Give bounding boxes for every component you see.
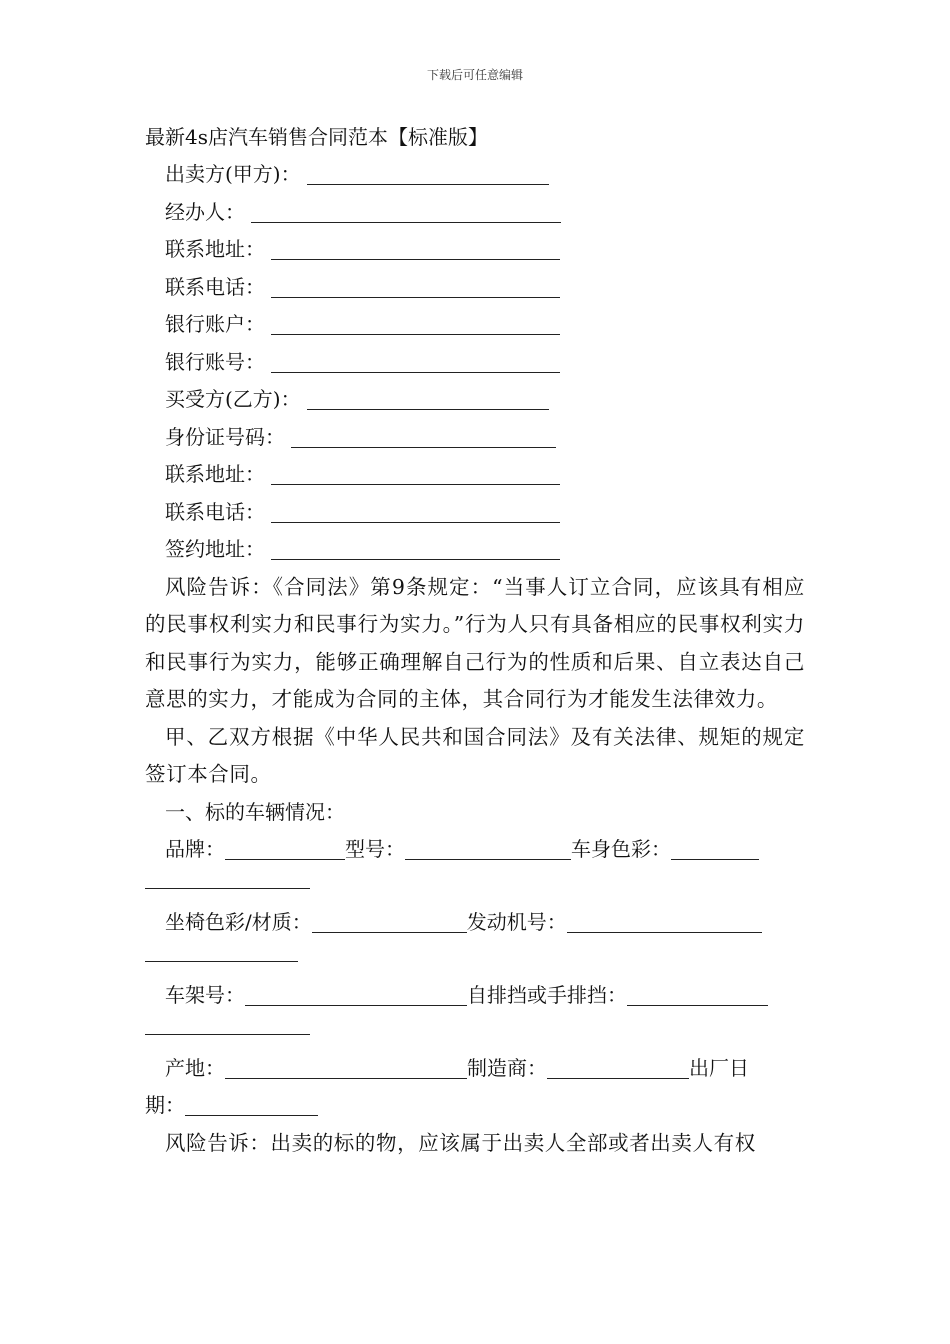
seller-field: [145, 344, 805, 382]
frame-label: 车架号：: [165, 983, 245, 1007]
body-color-blank[interactable]: [671, 839, 759, 860]
date-blank[interactable]: [185, 1095, 318, 1116]
brand-blank[interactable]: [225, 839, 345, 860]
header-note: 下载后可任意编辑: [426, 68, 523, 82]
buyer-field: [145, 381, 805, 419]
continuation-line: [145, 868, 805, 904]
buyer-section: [145, 381, 805, 569]
field-label: 联系电话：: [165, 274, 265, 299]
field-label: 身份证号码：: [165, 424, 285, 449]
brand-label: 品牌：: [165, 837, 225, 861]
model-label: 型号：: [345, 837, 405, 861]
transmission-label: 自排挡或手排挡：: [467, 983, 627, 1007]
engine-blank[interactable]: [567, 912, 762, 933]
field-label: 联系电话：: [165, 499, 265, 524]
fill-blank[interactable]: [251, 202, 561, 223]
intro-paragraph: 甲、乙双方根据《中华人民共和国合同法》及有关法律、规矩的规定签订本合同。: [145, 724, 805, 786]
field-label: 联系地址：: [165, 237, 265, 261]
seller-field: [145, 156, 805, 194]
section-heading: 一、标的车辆情况：: [165, 799, 345, 824]
buyer-field: [145, 494, 805, 532]
buyer-field: [145, 419, 805, 457]
date-row: [145, 1087, 805, 1125]
field-label: 签约地址：: [165, 537, 265, 561]
date-label-cont: 期：: [145, 1093, 185, 1117]
seller-field: [145, 269, 805, 307]
document-page: [145, 118, 805, 1162]
fill-blank[interactable]: [271, 314, 560, 335]
seat-blank[interactable]: [312, 912, 467, 933]
fill-blank[interactable]: [307, 389, 549, 410]
seat-label: 坐椅色彩/材质：: [165, 910, 312, 934]
continuation-line: [145, 1014, 805, 1050]
fill-blank[interactable]: [271, 539, 560, 560]
seller-section: [145, 156, 805, 381]
field-label: 经办人：: [165, 199, 245, 224]
vehicle-row: [145, 904, 805, 941]
date-label: 出厂日: [689, 1056, 749, 1080]
field-label: 联系地址：: [165, 462, 265, 486]
vehicle-row: [145, 977, 805, 1014]
model-blank[interactable]: [405, 839, 571, 860]
buyer-field: [145, 531, 805, 569]
field-label: 银行账号：: [165, 349, 265, 374]
fill-blank[interactable]: [271, 352, 560, 373]
transmission-blank[interactable]: [627, 985, 768, 1006]
seller-field: [145, 194, 805, 232]
buyer-field: [145, 456, 805, 494]
fill-blank[interactable]: [291, 427, 556, 448]
continuation-line: [145, 941, 805, 977]
engine-label: 发动机号：: [466, 910, 567, 934]
fill-blank[interactable]: [271, 464, 560, 485]
fill-blank[interactable]: [271, 502, 560, 523]
vehicle-section: [145, 831, 805, 1125]
maker-blank[interactable]: [547, 1058, 689, 1079]
risk-notice-paragraph-2: 风险告诉：出卖的标的物，应该属于出卖人全部或者出卖人有权: [165, 1130, 756, 1155]
document-title: 最新4s店汽车销售合同范本【标准版】: [145, 125, 488, 149]
risk-notice-paragraph: 风险告诉：《合同法》第9条规定：“当事人订立合同，应该具有相应的民事权利实力和民事行为实力。”行为人只有具备相应的民事权利实力和民事行为实力，能够正确理解自己行为的性质和后果、自立表达自己意思的实力，才能成为合同的主体，其合同行为才能发生法律效力。: [145, 574, 805, 711]
seller-field: [145, 306, 805, 344]
frame-blank[interactable]: [245, 985, 467, 1006]
field-label: 银行账户：: [165, 312, 265, 336]
vehicle-row: [145, 1050, 805, 1087]
fill-blank[interactable]: [271, 277, 560, 298]
origin-label: 产地：: [165, 1056, 225, 1080]
fill-blank[interactable]: [145, 1014, 310, 1035]
origin-blank[interactable]: [225, 1058, 467, 1079]
fill-blank[interactable]: [271, 239, 560, 260]
body-color-label: 车身色彩：: [571, 837, 671, 861]
maker-label: 制造商：: [467, 1056, 547, 1080]
field-label: 出卖方(甲方)：: [165, 162, 301, 186]
fill-blank[interactable]: [145, 941, 298, 962]
field-label: 买受方(乙方)：: [165, 387, 301, 411]
vehicle-row: [145, 831, 805, 868]
fill-blank[interactable]: [307, 164, 549, 185]
fill-blank[interactable]: [145, 868, 310, 889]
seller-field: [145, 231, 805, 269]
